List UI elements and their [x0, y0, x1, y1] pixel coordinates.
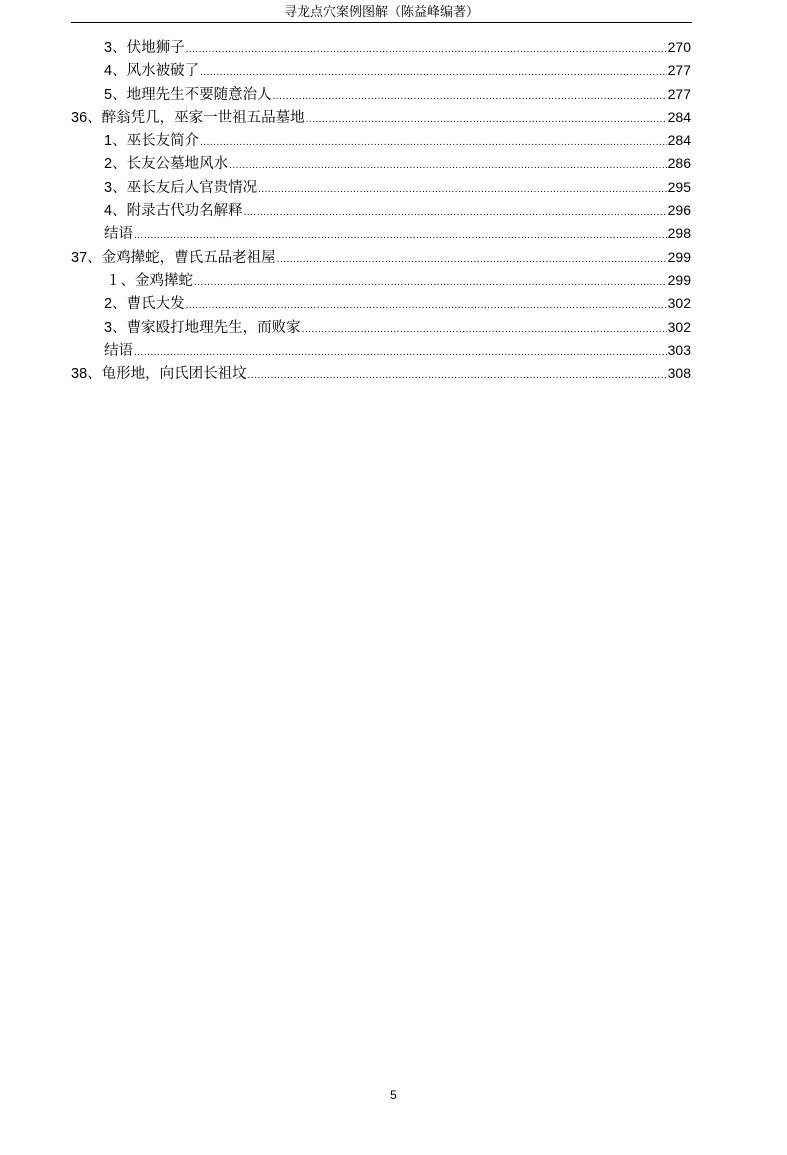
toc-entry-page: 298 — [667, 225, 691, 242]
toc-entry-page: 302 — [667, 318, 691, 335]
toc-entry-number: 4、 — [104, 203, 127, 220]
toc-entry-title: 附录古代功名解释 — [126, 203, 243, 220]
toc-entry-title: 巫长友后人官贵情况 — [126, 179, 258, 196]
toc-entry-title: 曹氏大发 — [126, 296, 185, 313]
page-number: 5 — [390, 1088, 397, 1102]
toc-entry-page: 284 — [667, 108, 691, 125]
toc-entry-page: 303 — [667, 341, 691, 358]
dot-leader — [186, 294, 667, 317]
toc-entry-title: 金鸡撵蛇，曹氏五品老祖屋 — [101, 249, 276, 266]
toc-entry-title: 伏地狮子 — [126, 40, 185, 56]
toc-entry-page: 270 — [667, 39, 691, 55]
toc-entry-number: １、 — [106, 272, 135, 289]
toc-entry-number: 36、 — [71, 109, 102, 126]
toc-entry-page: 299 — [667, 248, 691, 265]
toc-entry-number: 38、 — [71, 366, 102, 383]
toc-entry-title: 地理先生不要随意治人 — [126, 86, 272, 103]
toc-entry[interactable] — [71, 292, 691, 315]
toc-entry-number: 5、 — [104, 86, 127, 103]
dot-leader — [258, 178, 667, 201]
dot-leader — [248, 364, 667, 387]
toc-entry-number: 37、 — [71, 249, 102, 266]
toc-entry-title: 金鸡撵蛇 — [135, 272, 193, 289]
dot-leader — [229, 154, 667, 177]
toc-entry-title: 风水被破了 — [126, 63, 200, 80]
dot-leader — [200, 131, 667, 154]
toc-entry[interactable] — [71, 83, 691, 106]
toc-entry[interactable] — [71, 152, 691, 175]
dot-leader — [273, 85, 667, 108]
toc-entry[interactable] — [71, 129, 691, 152]
toc-entry[interactable] — [71, 246, 691, 269]
toc-entry[interactable] — [71, 199, 691, 222]
dot-leader — [186, 38, 667, 61]
table-of-contents — [71, 36, 691, 385]
toc-entry[interactable] — [71, 106, 691, 129]
dot-leader — [194, 271, 667, 294]
toc-entry-page: 286 — [667, 155, 691, 172]
toc-entry-number: 2、 — [104, 296, 127, 313]
toc-entry-page: 284 — [667, 132, 691, 149]
toc-entry-number: 3、 — [104, 40, 127, 56]
toc-entry-title: 结语 — [104, 342, 133, 359]
toc-entry-page: 302 — [667, 295, 691, 312]
toc-entry-number: 4、 — [104, 63, 127, 80]
toc-entry-page: 308 — [667, 365, 691, 382]
dot-leader — [134, 224, 667, 247]
toc-entry[interactable] — [71, 269, 691, 292]
toc-entry-number: 1、 — [104, 133, 127, 150]
toc-entry-page: 277 — [667, 85, 691, 102]
toc-entry-title: 巫长友简介 — [126, 133, 200, 150]
toc-entry-title: 曹家殴打地理先生，而败家 — [126, 319, 301, 336]
toc-entry-page: 296 — [667, 202, 691, 219]
header-divider — [71, 22, 692, 23]
toc-entry-page: 295 — [667, 178, 691, 195]
page-header-title: 寻龙点穴案例图解（陈益峰编著） — [283, 5, 479, 20]
toc-entry-title: 长友公墓地风水 — [126, 156, 229, 173]
toc-entry-page: 277 — [667, 62, 691, 79]
toc-entry-number: 2、 — [104, 156, 127, 173]
toc-entry[interactable] — [71, 59, 691, 82]
toc-entry[interactable] — [71, 316, 691, 339]
toc-entry-number: 3、 — [104, 319, 127, 336]
dot-leader — [134, 341, 667, 364]
toc-entry-page: 299 — [667, 271, 691, 288]
toc-entry-title: 醉翁凭几，巫家一世祖五品墓地 — [101, 109, 305, 126]
toc-entry[interactable] — [71, 36, 691, 59]
toc-entry[interactable] — [71, 339, 691, 362]
toc-entry-title: 结语 — [104, 226, 133, 243]
toc-entry-title: 龟形地，向氏团长祖坟 — [101, 366, 247, 383]
toc-entry[interactable] — [71, 222, 691, 245]
toc-entry[interactable] — [71, 362, 691, 385]
toc-entry[interactable] — [71, 176, 691, 199]
dot-leader — [306, 108, 667, 131]
dot-leader — [244, 201, 667, 224]
toc-entry-number: 3、 — [104, 179, 127, 196]
dot-leader — [302, 318, 667, 341]
dot-leader — [277, 248, 667, 271]
dot-leader — [200, 61, 667, 84]
